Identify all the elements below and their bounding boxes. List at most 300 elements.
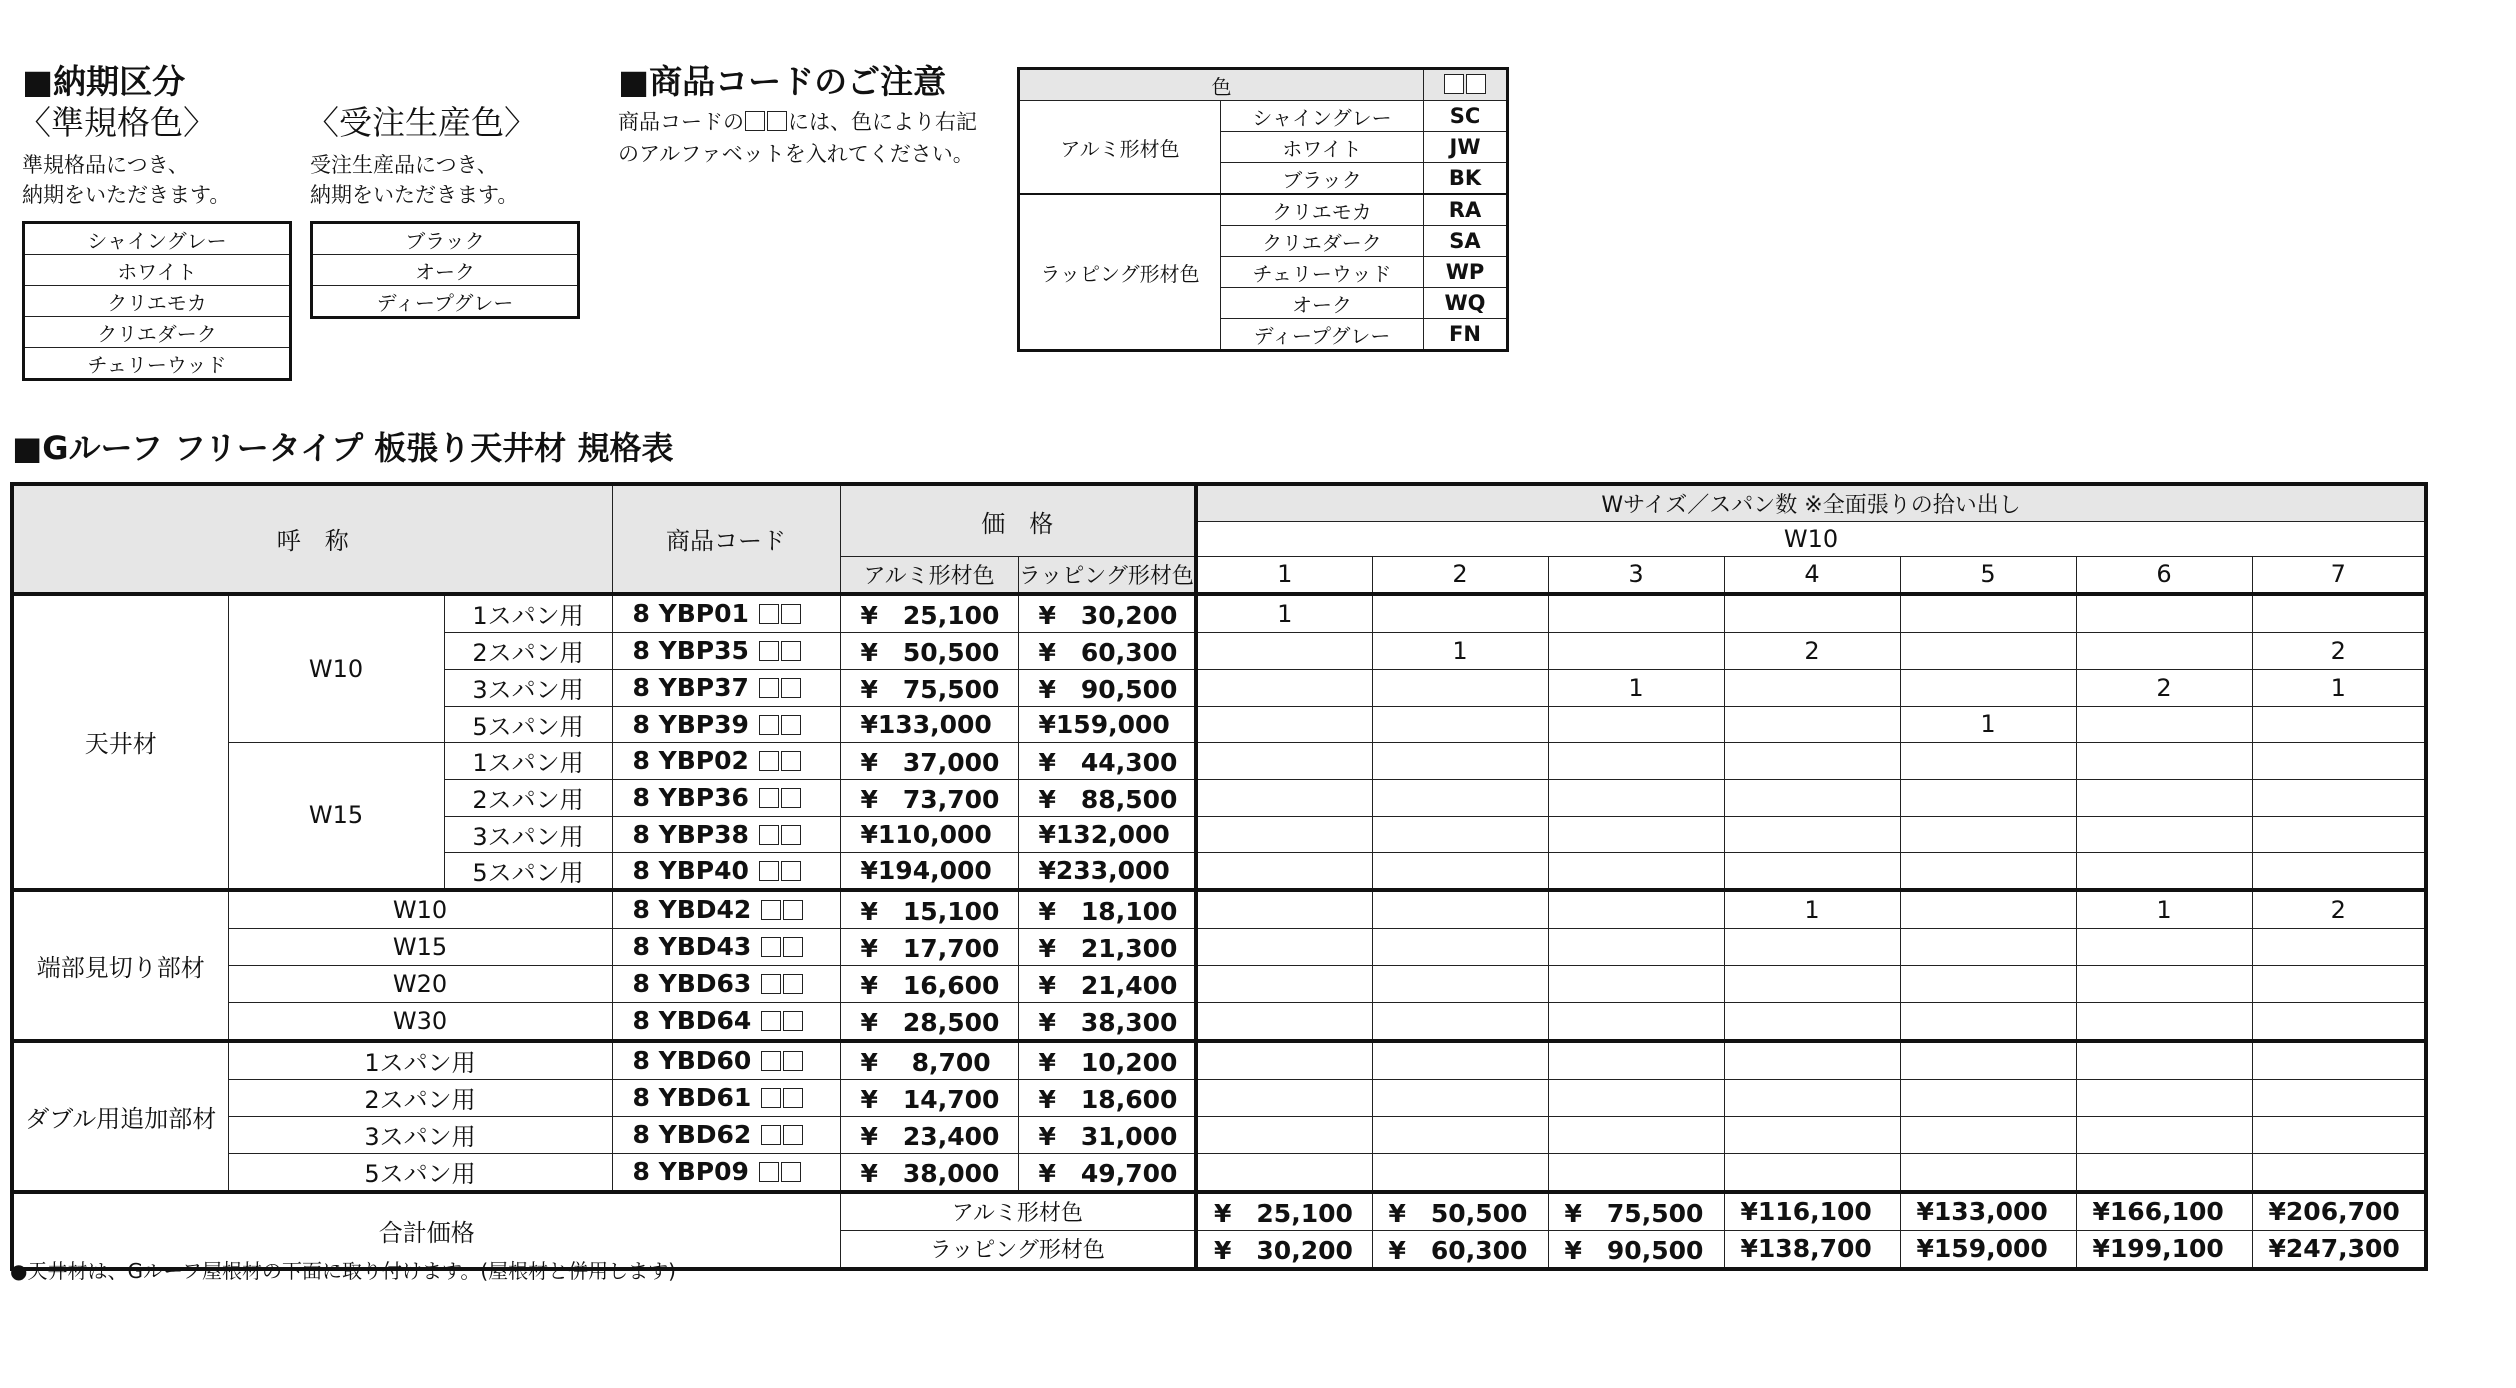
code-color-name: ディープグレー — [1221, 319, 1424, 351]
price-wrap: ¥ 21,300 — [1018, 928, 1196, 965]
code-placeholder-box — [783, 1088, 803, 1108]
total-alu-value: ¥ 75,500 — [1548, 1192, 1724, 1231]
total-wrap-value: ¥138,700 — [1724, 1230, 1900, 1269]
code-placeholder-box — [761, 1088, 781, 1108]
price-wrap: ¥233,000 — [1018, 852, 1196, 890]
price-alu: ¥ 37,000 — [840, 742, 1018, 779]
product-code-text: 8 YBP09 — [632, 1157, 749, 1186]
product-code-text: 8 YBP02 — [632, 746, 749, 775]
standard-color: クリエダーク — [24, 317, 291, 348]
code-placeholder-box — [759, 715, 779, 735]
code-group-name: ラッピング形材色 — [1019, 194, 1221, 351]
span-qty — [2076, 965, 2252, 1002]
span-qty: 1 — [1900, 706, 2076, 742]
span-qty — [1900, 1079, 2076, 1116]
code-placeholder-box — [781, 641, 801, 661]
total-wrap-value: ¥159,000 — [1900, 1230, 2076, 1269]
span-qty — [1548, 632, 1724, 669]
span-qty — [2076, 928, 2252, 965]
price-alu: ¥ 17,700 — [840, 928, 1018, 965]
code-placeholder-box — [781, 751, 801, 771]
span-qty — [1372, 1153, 1548, 1192]
span-qty — [2252, 852, 2426, 890]
code-placeholder-box — [759, 1162, 779, 1182]
order-color: オーク — [312, 255, 579, 286]
span-qty — [2252, 594, 2426, 633]
code-placeholder-box — [761, 937, 781, 957]
span-qty — [2252, 742, 2426, 779]
span-qty — [2076, 706, 2252, 742]
price-wrap: ¥159,000 — [1018, 706, 1196, 742]
span-qty — [1548, 852, 1724, 890]
code-placeholder-box — [761, 1125, 781, 1145]
order-note-2: 納期をいただきます。 — [310, 183, 519, 207]
code-letters: RA — [1424, 194, 1508, 226]
header-col-2: 2 — [1372, 557, 1548, 594]
product-code — [612, 742, 840, 779]
span-qty — [1196, 742, 1372, 779]
header-price: 価 格 — [840, 484, 1196, 557]
subgroup-w15: W15 — [228, 742, 444, 890]
product-code-text: 8 YBD63 — [632, 969, 752, 998]
price-alu: ¥ 15,100 — [840, 890, 1018, 929]
span-label: 3スパン用 — [228, 1116, 612, 1153]
product-code — [612, 1002, 840, 1041]
standard-color-list — [22, 221, 292, 381]
span-qty — [1724, 816, 1900, 852]
span-label: 1スパン用 — [444, 594, 612, 633]
price-wrap: ¥132,000 — [1018, 816, 1196, 852]
span-qty — [1724, 594, 1900, 633]
price-wrap: ¥ 10,200 — [1018, 1041, 1196, 1080]
span-qty — [1548, 1153, 1724, 1192]
span-qty — [1196, 1153, 1372, 1192]
span-qty: 2 — [2252, 632, 2426, 669]
product-code — [612, 706, 840, 742]
span-qty — [1372, 742, 1548, 779]
total-wrap-value: ¥247,300 — [2252, 1230, 2426, 1269]
price-wrap: ¥ 18,600 — [1018, 1079, 1196, 1116]
span-qty — [1724, 1041, 1900, 1080]
span-qty — [1724, 779, 1900, 816]
price-alu: ¥ 73,700 — [840, 779, 1018, 816]
price-wrap: ¥ 18,100 — [1018, 890, 1196, 929]
span-qty — [1724, 1116, 1900, 1153]
code-placeholder-box — [761, 900, 781, 920]
code-placeholder-box — [783, 1011, 803, 1031]
code-placeholder-box — [761, 1051, 781, 1071]
standard-color: シャイングレー — [24, 223, 291, 255]
product-code-text: 8 YBP37 — [632, 673, 749, 702]
price-alu: ¥ 23,400 — [840, 1116, 1018, 1153]
span-qty — [1548, 816, 1724, 852]
span-qty: 2 — [2076, 669, 2252, 706]
price-alu: ¥194,000 — [840, 852, 1018, 890]
span-qty — [2076, 1153, 2252, 1192]
span-qty — [1196, 1079, 1372, 1116]
span-qty — [2076, 594, 2252, 633]
standard-note-1: 準規格品につき、 — [22, 153, 189, 177]
span-qty — [1196, 890, 1372, 929]
code-color-name: ホワイト — [1221, 132, 1424, 163]
code-placeholder-box — [783, 937, 803, 957]
span-label: 2スパン用 — [444, 779, 612, 816]
span-qty — [1548, 594, 1724, 633]
standard-note-2: 納期をいただきます。 — [22, 183, 231, 207]
size-label: W20 — [228, 965, 612, 1002]
product-code — [612, 1079, 840, 1116]
span-qty — [1196, 928, 1372, 965]
code-placeholder-box — [759, 788, 779, 808]
span-qty — [1196, 779, 1372, 816]
code-placeholder-box — [759, 751, 779, 771]
span-qty — [1900, 669, 2076, 706]
span-qty — [1724, 706, 1900, 742]
code-color-name: チェリーウッド — [1221, 257, 1424, 288]
span-qty — [2252, 779, 2426, 816]
span-qty — [1900, 816, 2076, 852]
product-code — [612, 1153, 840, 1192]
span-qty — [1724, 669, 1900, 706]
product-code — [612, 816, 840, 852]
span-qty — [2076, 1079, 2252, 1116]
span-label: 1スパン用 — [444, 742, 612, 779]
code-group-name: アルミ形材色 — [1019, 101, 1221, 195]
price-wrap: ¥ 44,300 — [1018, 742, 1196, 779]
spec-table — [10, 482, 2428, 1271]
code-placeholder-box — [759, 861, 779, 881]
order-heading: 〈受注生産色〉 — [306, 103, 537, 142]
price-wrap: ¥ 30,200 — [1018, 594, 1196, 633]
span-qty — [1196, 1002, 1372, 1041]
code-placeholder-box — [783, 900, 803, 920]
header-code: 商品コード — [612, 484, 840, 594]
total-wrap-label: ラッピング形材色 — [840, 1230, 1196, 1269]
price-alu: ¥ 28,500 — [840, 1002, 1018, 1041]
header-w10: W10 — [1196, 521, 2426, 557]
span-qty — [1372, 706, 1548, 742]
span-qty: 2 — [1724, 632, 1900, 669]
standard-heading: 〈準規格色〉 — [18, 103, 216, 142]
span-qty — [1724, 1153, 1900, 1192]
product-code — [612, 1116, 840, 1153]
code-placeholder-box — [767, 111, 787, 131]
span-qty — [1372, 1002, 1548, 1041]
group-edge: 端部見切り部材 — [12, 890, 228, 1041]
span-qty — [1372, 669, 1548, 706]
size-label: W15 — [228, 928, 612, 965]
order-color: ブラック — [312, 223, 579, 255]
span-qty — [2076, 816, 2252, 852]
product-code-text: 8 YBP40 — [632, 855, 749, 885]
product-code — [612, 928, 840, 965]
standard-color: チェリーウッド — [87, 352, 227, 377]
code-placeholder-box — [783, 1125, 803, 1145]
code-notice-line-1b: には、色により右記 — [788, 110, 977, 134]
product-code — [612, 594, 840, 633]
span-qty — [2252, 706, 2426, 742]
price-wrap: ¥ 88,500 — [1018, 779, 1196, 816]
span-qty — [2076, 1002, 2252, 1041]
span-qty: 1 — [1196, 594, 1372, 633]
span-qty — [1372, 1079, 1548, 1116]
header-col-3: 3 — [1548, 557, 1724, 594]
span-qty: 1 — [1548, 669, 1724, 706]
product-code — [612, 890, 840, 929]
span-qty — [1196, 632, 1372, 669]
span-qty — [1196, 1116, 1372, 1153]
total-alu-value: ¥206,700 — [2252, 1192, 2426, 1231]
code-letters: FN — [1424, 319, 1508, 351]
span-label: 5スパン用 — [228, 1153, 612, 1192]
span-qty — [1548, 1079, 1724, 1116]
code-table-header-color: 色 — [1019, 69, 1424, 101]
span-qty — [1900, 1116, 2076, 1153]
total-alu-value: ¥116,100 — [1724, 1192, 1900, 1231]
code-placeholder-box — [759, 678, 779, 698]
code-placeholder-box — [783, 974, 803, 994]
product-code-text: 8 YBD64 — [632, 1006, 752, 1035]
span-qty: 1 — [2252, 669, 2426, 706]
span-label: 3スパン用 — [444, 816, 612, 852]
code-placeholder-box — [781, 715, 801, 735]
span-qty — [1372, 594, 1548, 633]
spec-title: ■Gルーフ フリータイプ 板張り天井材 規格表 — [12, 429, 674, 467]
span-qty — [2252, 816, 2426, 852]
span-qty — [1372, 928, 1548, 965]
span-qty — [1900, 965, 2076, 1002]
product-code-text: 8 YBD61 — [632, 1083, 752, 1112]
price-alu: ¥110,000 — [840, 816, 1018, 852]
price-wrap: ¥ 38,300 — [1018, 1002, 1196, 1041]
code-letters: BK — [1424, 163, 1508, 195]
span-qty — [1548, 1041, 1724, 1080]
span-qty — [1900, 852, 2076, 890]
code-letters: WP — [1424, 257, 1508, 288]
span-qty — [2252, 1079, 2426, 1116]
code-placeholder-box — [781, 788, 801, 808]
span-qty — [1372, 852, 1548, 890]
product-code — [612, 779, 840, 816]
order-note-1: 受注生産品につき、 — [310, 153, 498, 177]
total-wrap-value: ¥ 60,300 — [1372, 1230, 1548, 1269]
code-placeholder-box — [759, 825, 779, 845]
span-label: 1スパン用 — [228, 1041, 612, 1080]
span-label: 5スパン用 — [444, 706, 612, 742]
span-qty — [1900, 1153, 2076, 1192]
price-alu: ¥ 25,100 — [840, 594, 1018, 633]
size-label: W30 — [228, 1002, 612, 1041]
span-qty — [1548, 890, 1724, 929]
code-placeholder-box — [745, 111, 765, 131]
span-qty — [2076, 1041, 2252, 1080]
header-col-6: 6 — [2076, 557, 2252, 594]
span-qty — [1724, 1002, 1900, 1041]
span-qty — [1900, 742, 2076, 779]
product-code-text: 8 YBP35 — [632, 636, 749, 665]
span-qty — [2252, 928, 2426, 965]
price-alu: ¥ 75,500 — [840, 669, 1018, 706]
code-placeholder-box — [781, 678, 801, 698]
code-placeholder-box — [759, 604, 779, 624]
code-letters: SC — [1424, 101, 1508, 132]
span-qty — [1900, 928, 2076, 965]
span-qty — [1548, 965, 1724, 1002]
order-color-list — [310, 221, 580, 319]
header-col-1: 1 — [1196, 557, 1372, 594]
header-wrap: ラッピング形材色 — [1018, 557, 1196, 594]
code-color-name: シャイングレー — [1221, 101, 1424, 132]
code-color-name: ブラック — [1221, 163, 1424, 195]
header-col-4: 4 — [1724, 557, 1900, 594]
span-qty — [2252, 1153, 2426, 1192]
span-label: 5スパン用 — [444, 852, 612, 890]
price-wrap: ¥ 49,700 — [1018, 1153, 1196, 1192]
code-table-header-boxes — [1424, 69, 1508, 101]
span-qty — [2076, 632, 2252, 669]
price-wrap: ¥ 21,400 — [1018, 965, 1196, 1002]
span-qty — [1372, 890, 1548, 929]
group-double: ダブル用追加部材 — [12, 1041, 228, 1192]
code-placeholder-box — [783, 1051, 803, 1071]
subgroup-w10: W10 — [228, 594, 444, 743]
code-color-name: オーク — [1221, 288, 1424, 319]
span-qty — [1548, 742, 1724, 779]
span-qty — [2252, 965, 2426, 1002]
span-qty — [1372, 816, 1548, 852]
span-qty — [1372, 1041, 1548, 1080]
span-qty — [2076, 779, 2252, 816]
span-qty — [1372, 779, 1548, 816]
span-label: 2スパン用 — [228, 1079, 612, 1116]
total-alu-value: ¥ 50,500 — [1372, 1192, 1548, 1231]
product-code — [612, 669, 840, 706]
span-qty — [1196, 1041, 1372, 1080]
span-qty — [1548, 706, 1724, 742]
span-qty — [1724, 928, 1900, 965]
header-col-5: 5 — [1900, 557, 2076, 594]
product-code — [612, 852, 840, 890]
code-letters: JW — [1424, 132, 1508, 163]
price-alu: ¥ 16,600 — [840, 965, 1018, 1002]
span-qty: 1 — [2076, 890, 2252, 929]
price-alu: ¥ 50,500 — [840, 632, 1018, 669]
standard-color: クリエモカ — [24, 286, 291, 317]
span-qty — [1548, 779, 1724, 816]
code-color-name: クリエダーク — [1221, 226, 1424, 257]
delivery-title: ■納期区分 — [22, 62, 186, 101]
price-alu: ¥133,000 — [840, 706, 1018, 742]
product-code — [612, 965, 840, 1002]
span-qty — [1372, 1116, 1548, 1153]
code-letters: WQ — [1424, 288, 1508, 319]
product-code-text: 8 YBD42 — [632, 895, 752, 924]
product-code-text: 8 YBD43 — [632, 932, 752, 961]
code-letters: SA — [1424, 226, 1508, 257]
color-code-table — [1017, 67, 1509, 352]
span-qty — [2076, 742, 2252, 779]
span-qty — [1724, 742, 1900, 779]
group-ceiling: 天井材 — [12, 594, 228, 890]
code-notice-title: ■商品コードのご注意 — [618, 62, 947, 101]
span-qty — [2252, 1041, 2426, 1080]
span-qty — [1548, 1116, 1724, 1153]
total-label: 合計価格 — [12, 1192, 840, 1269]
span-label: 2スパン用 — [444, 632, 612, 669]
code-color-name: クリエモカ — [1221, 194, 1424, 226]
code-placeholder-box — [759, 641, 779, 661]
span-qty — [1724, 965, 1900, 1002]
total-alu-value: ¥166,100 — [2076, 1192, 2252, 1231]
code-placeholder-box — [781, 825, 801, 845]
footnote: ●天井材は、Gルーフ屋根材の下面に取り付けます。(屋根材と併用します) — [10, 1259, 676, 1283]
product-code-text: 8 YBP38 — [632, 819, 749, 849]
span-qty — [1548, 928, 1724, 965]
span-qty — [1372, 965, 1548, 1002]
span-qty — [1900, 890, 2076, 929]
span-qty — [2076, 1116, 2252, 1153]
span-qty — [1900, 1041, 2076, 1080]
code-placeholder-box — [781, 604, 801, 624]
order-color: ディープグレー — [376, 290, 514, 315]
span-qty — [1196, 706, 1372, 742]
span-qty — [1900, 594, 2076, 633]
code-placeholder-box — [781, 861, 801, 881]
price-wrap: ¥ 31,000 — [1018, 1116, 1196, 1153]
span-qty — [1196, 816, 1372, 852]
standard-color: ホワイト — [24, 255, 291, 286]
code-notice-line-1 — [618, 107, 977, 138]
code-notice-line-2: のアルファベットを入れてください。 — [618, 142, 974, 166]
price-wrap: ¥ 90,500 — [1018, 669, 1196, 706]
header-col-7: 7 — [2252, 557, 2426, 594]
price-alu: ¥ 8,700 — [840, 1041, 1018, 1080]
span-qty — [1900, 632, 2076, 669]
header-wsize: Wサイズ／スパン数 ※全面張りの拾い出し — [1196, 484, 2426, 521]
span-qty — [1548, 1002, 1724, 1041]
product-code-text: 8 YBP36 — [632, 783, 749, 812]
span-qty — [1196, 669, 1372, 706]
product-code — [612, 632, 840, 669]
total-alu-value: ¥ 25,100 — [1196, 1192, 1372, 1231]
span-qty — [1724, 1079, 1900, 1116]
product-code-text: 8 YBD62 — [632, 1120, 752, 1149]
span-qty: 2 — [2252, 890, 2426, 929]
product-code-text: 8 YBP01 — [632, 599, 749, 628]
span-qty — [2076, 852, 2252, 890]
span-qty: 1 — [1372, 632, 1548, 669]
code-notice-line-1a: 商品コードの — [618, 110, 744, 134]
product-code-text: 8 YBD60 — [632, 1046, 752, 1075]
span-qty — [2252, 1002, 2426, 1041]
total-wrap-value: ¥ 30,200 — [1196, 1230, 1372, 1269]
price-wrap: ¥ 60,300 — [1018, 632, 1196, 669]
span-label: 3スパン用 — [444, 669, 612, 706]
price-alu: ¥ 38,000 — [840, 1153, 1018, 1192]
total-wrap-value: ¥199,100 — [2076, 1230, 2252, 1269]
size-label: W10 — [228, 890, 612, 929]
span-qty — [1196, 852, 1372, 890]
total-alu-value: ¥133,000 — [1900, 1192, 2076, 1231]
header-name: 呼 称 — [12, 484, 612, 594]
span-qty — [1196, 965, 1372, 1002]
product-code-text: 8 YBP39 — [632, 709, 749, 739]
span-qty — [1724, 852, 1900, 890]
total-alu-label: アルミ形材色 — [840, 1192, 1196, 1231]
span-qty: 1 — [1724, 890, 1900, 929]
price-alu: ¥ 14,700 — [840, 1079, 1018, 1116]
total-wrap-value: ¥ 90,500 — [1548, 1230, 1724, 1269]
